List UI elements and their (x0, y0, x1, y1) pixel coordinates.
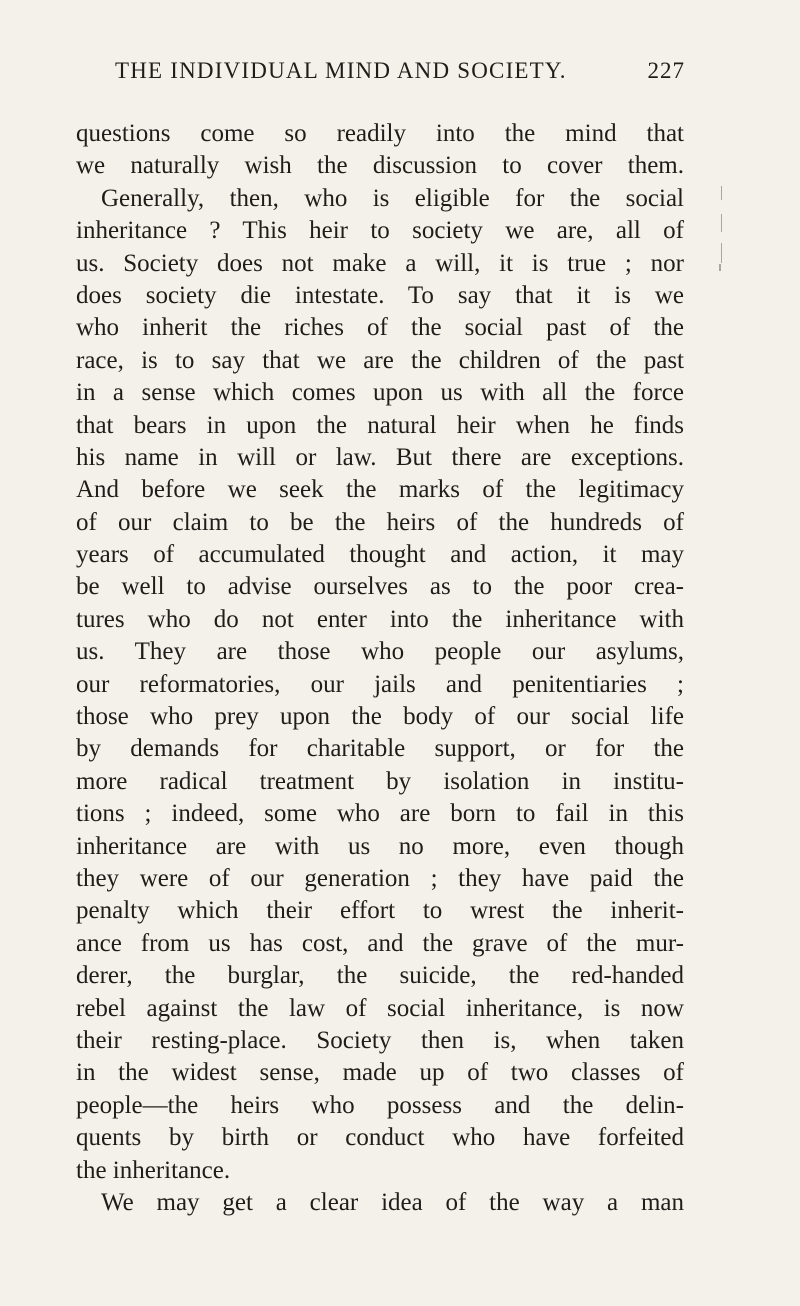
text-line: rebel against the law of social inheritance, is now (76, 994, 684, 1022)
running-head (115, 58, 685, 90)
text-line: tures who do not enter into the inheritance with (76, 605, 684, 633)
page-number: 227 (647, 58, 685, 83)
text-line: quents by birth or conduct who have forfeited (76, 1124, 684, 1152)
text-line: be well to advise ourselves as to the poor crea- (76, 573, 684, 601)
text-line: race, is to say that we are the children of the past (76, 346, 684, 374)
margin-mark (719, 264, 721, 271)
text-line: by demands for charitable support, or for the (76, 735, 684, 763)
text-line: they were of our generation ; they have paid the (76, 864, 684, 892)
text-line: us. They are those who people our asylums, (76, 638, 684, 666)
text-line: our reformatories, our jails and penitentiaries ; (76, 670, 684, 698)
text-line: years of accumulated thought and action, it may (76, 541, 684, 569)
paragraph-first-line: Generally, then, who is eligible for the social (101, 184, 684, 212)
text-line: derer, the burglar, the suicide, the red-handed (76, 962, 684, 990)
text-line: more radical treatment by isolation in institu- (76, 767, 684, 795)
body-text (76, 118, 684, 1219)
text-line: in the widest sense, made up of two classes of (76, 1059, 684, 1087)
running-title: THE INDIVIDUAL MIND AND SOCIETY. (115, 58, 567, 83)
text-line: in a sense which comes upon us with all the force (76, 379, 684, 407)
text-line: tions ; indeed, some who are born to fail in this (76, 800, 684, 828)
text-line: those who prey upon the body of our social life (76, 703, 684, 731)
text-line: does society die intestate. To say that it is we (76, 281, 684, 309)
text-line: his name in will or law. But there are exceptions. (76, 443, 684, 471)
text-line: inheritance are with us no more, even though (76, 832, 684, 860)
text-line: penalty which their effort to wrest the inherit- (76, 897, 684, 925)
text-line: questions come so readily into the mind that (76, 120, 684, 147)
paragraph-last-line: the inheritance. (76, 1156, 231, 1184)
text-line: we naturally wish the discussion to cover them. (76, 152, 684, 180)
text-line: inheritance ? This heir to society we are, all of (76, 217, 684, 245)
text-line: And before we seek the marks of the legitimacy (76, 476, 684, 504)
text-line: that bears in upon the natural heir when he finds (76, 411, 684, 439)
paragraph-first-line: We may get a clear idea of the way a man (101, 1188, 684, 1216)
text-line: of our claim to be the heirs of the hundreds of (76, 508, 684, 536)
margin-mark (721, 243, 722, 263)
text-line: who inherit the riches of the social past of the (76, 314, 684, 342)
margin-mark (721, 214, 722, 232)
text-line: their resting-place. Society then is, when taken (76, 1026, 684, 1054)
margin-mark (721, 186, 722, 200)
text-line: people—the heirs who possess and the delin- (76, 1091, 684, 1119)
text-line: ance from us has cost, and the grave of the mur- (76, 929, 684, 957)
text-line: us. Society does not make a will, it is true ; nor (76, 249, 684, 277)
